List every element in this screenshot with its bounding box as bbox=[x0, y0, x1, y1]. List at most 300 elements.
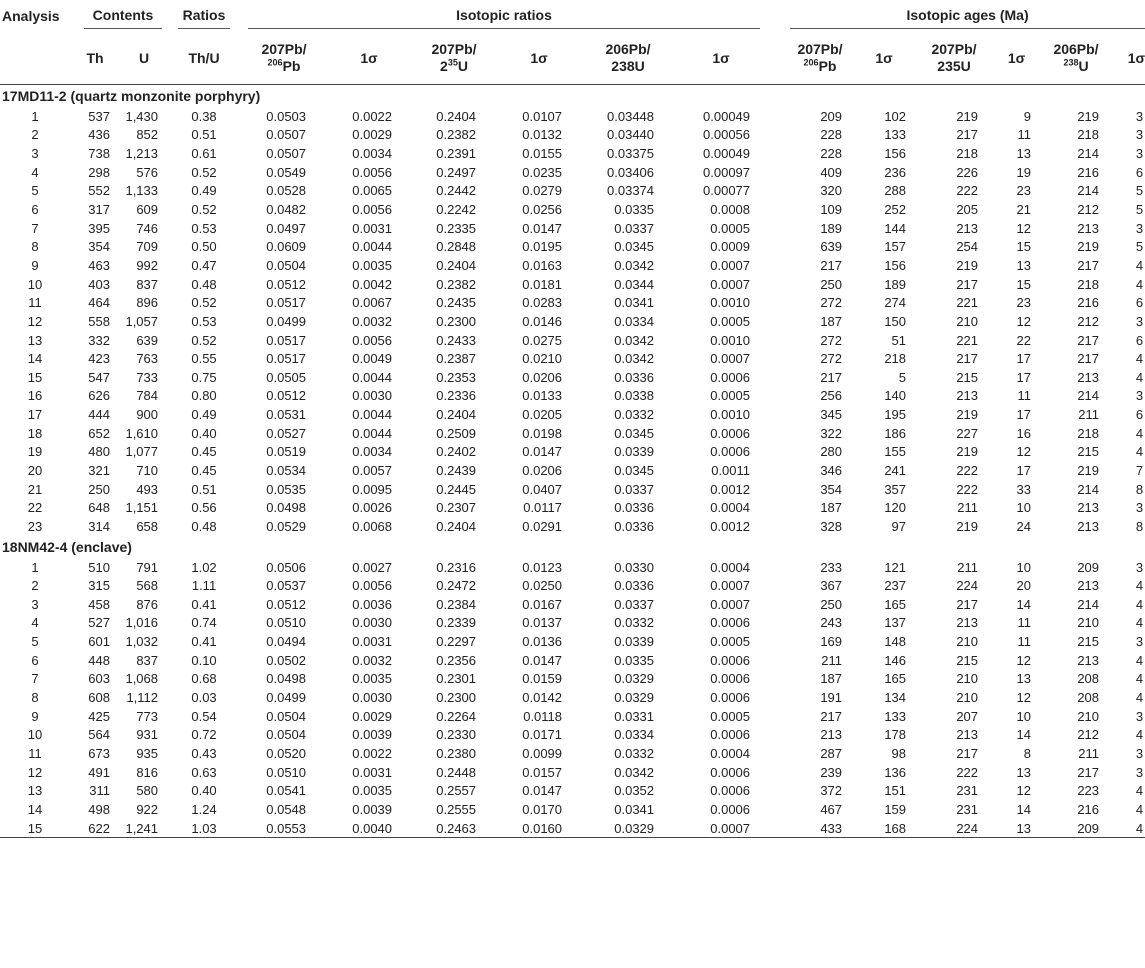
table-body bbox=[0, 85, 1145, 838]
table-cell: 0.2497 bbox=[436, 164, 477, 180]
table-cell: 156 bbox=[884, 146, 907, 162]
table-cell: 0.2307 bbox=[436, 500, 477, 516]
table-cell: 568 bbox=[136, 578, 159, 594]
table-cell: 0.49 bbox=[191, 183, 217, 199]
table-cell: 784 bbox=[136, 388, 159, 404]
table-cell: 0.49 bbox=[191, 407, 217, 423]
table-cell: 134 bbox=[884, 690, 907, 706]
table-cell: 0.0535 bbox=[266, 481, 307, 497]
table-cell: 552 bbox=[88, 183, 110, 199]
table-row bbox=[0, 293, 1145, 312]
th-header: Th bbox=[70, 32, 120, 85]
table-cell: 239 bbox=[820, 764, 843, 780]
table-cell: 0.0067 bbox=[352, 295, 393, 311]
table-cell: 212 bbox=[1077, 727, 1100, 743]
table-cell: 0.52 bbox=[191, 332, 217, 348]
table-cell: 0.0330 bbox=[614, 559, 655, 575]
table-cell: 935 bbox=[136, 745, 159, 761]
table-cell: 0.0512 bbox=[266, 276, 307, 292]
table-cell: 0.50 bbox=[191, 239, 217, 255]
table-cell: 205 bbox=[956, 202, 979, 218]
table-cell: 120 bbox=[884, 500, 907, 516]
table-row bbox=[0, 368, 1145, 387]
table-cell: 558 bbox=[88, 313, 110, 329]
table-cell: 0.0031 bbox=[352, 220, 393, 236]
table-cell: 16 bbox=[1016, 425, 1032, 441]
table-cell: 0.2445 bbox=[436, 481, 477, 497]
table-cell: 0.0056 bbox=[352, 164, 393, 180]
table-cell: 896 bbox=[136, 295, 159, 311]
table-cell: 922 bbox=[136, 801, 159, 817]
table-cell: 4 bbox=[31, 164, 39, 180]
ratio-207-206-header: 207Pb/ $^{206}$Pb bbox=[240, 32, 328, 85]
table-cell: 0.0029 bbox=[352, 708, 393, 724]
table-cell: 211 bbox=[957, 500, 979, 516]
table-cell: 0.10 bbox=[191, 652, 217, 668]
table-cell: 11 bbox=[1017, 388, 1032, 404]
table-cell: 0.0341 bbox=[614, 801, 655, 817]
table-cell: 0.41 bbox=[191, 596, 217, 612]
table-cell: 0.0291 bbox=[522, 518, 563, 534]
table-cell: 328 bbox=[820, 518, 843, 534]
table-cell: 214 bbox=[1077, 596, 1100, 612]
table-cell: 463 bbox=[88, 257, 110, 273]
table-row bbox=[0, 819, 1145, 838]
table-cell: 0.0331 bbox=[614, 708, 655, 724]
table-cell: 0.0068 bbox=[352, 518, 393, 534]
table-cell: 215 bbox=[1077, 634, 1100, 650]
table-cell: 4 bbox=[1135, 727, 1144, 743]
table-cell: 0.0160 bbox=[498, 819, 580, 838]
table-cell: 287 bbox=[820, 745, 843, 761]
table-cell: 0.2404 bbox=[436, 518, 477, 534]
table-cell: 0.2300 bbox=[436, 313, 477, 329]
table-cell: 3 bbox=[1135, 313, 1144, 329]
table-cell: 0.0057 bbox=[352, 462, 393, 478]
table-cell: 0.00097 bbox=[703, 164, 751, 180]
table-cell: 0.0011 bbox=[711, 462, 751, 478]
table-cell: 0.63 bbox=[191, 764, 217, 780]
table-cell: 0.03406 bbox=[607, 164, 655, 180]
table-cell: 187 bbox=[820, 313, 843, 329]
table-cell: 852 bbox=[136, 127, 159, 143]
table-cell: 0.0007 bbox=[710, 276, 751, 292]
table-cell: 216 bbox=[1077, 164, 1100, 180]
table-cell: 0.0198 bbox=[522, 425, 563, 441]
table-cell: 0.0206 bbox=[522, 369, 563, 385]
table-cell: 156 bbox=[884, 257, 907, 273]
table-cell: 13 bbox=[1016, 671, 1032, 687]
age-207-206-header: 207Pb/ $^{206}$Pb bbox=[766, 32, 854, 85]
table-cell: 0.0006 bbox=[710, 369, 751, 385]
table-cell: 209 bbox=[1077, 559, 1100, 575]
table-cell: 4 bbox=[1135, 671, 1144, 687]
table-row bbox=[0, 651, 1145, 670]
table-cell: 288 bbox=[884, 183, 907, 199]
table-cell: 0.0517 bbox=[266, 332, 307, 348]
table-cell: 1,016 bbox=[125, 615, 159, 631]
table-cell: 13 bbox=[994, 819, 1039, 838]
table-cell: 13 bbox=[1016, 764, 1032, 780]
table-cell: 252 bbox=[884, 202, 907, 218]
table-cell: 16 bbox=[27, 388, 43, 404]
header-row-columns bbox=[0, 32, 1145, 85]
table-cell: 250 bbox=[820, 596, 843, 612]
table-cell: 658 bbox=[136, 518, 159, 534]
table-cell: 0.55 bbox=[191, 351, 217, 367]
table-cell: 231 bbox=[956, 783, 979, 799]
table-cell: 280 bbox=[820, 444, 843, 460]
table-cell: 20 bbox=[27, 462, 43, 478]
table-row bbox=[0, 688, 1145, 707]
table-cell: 159 bbox=[884, 801, 907, 817]
table-cell: 1,057 bbox=[125, 313, 159, 329]
table-cell: 0.0334 bbox=[614, 727, 655, 743]
table-cell: 0.0118 bbox=[523, 708, 563, 724]
table-cell: 0.0505 bbox=[266, 369, 307, 385]
table-cell: 0.2433 bbox=[436, 332, 477, 348]
table-cell: 0.0537 bbox=[266, 578, 307, 594]
table-cell: 354 bbox=[820, 481, 843, 497]
table-cell: 0.51 bbox=[191, 127, 217, 143]
table-cell: 1.24 bbox=[191, 801, 217, 817]
table-row bbox=[0, 182, 1145, 201]
table-cell: 12 bbox=[1016, 690, 1032, 706]
table-cell: 639 bbox=[136, 332, 159, 348]
table-cell: 0.45 bbox=[191, 462, 217, 478]
table-cell: 121 bbox=[884, 559, 907, 575]
table-cell: 109 bbox=[820, 202, 843, 218]
table-cell: 219 bbox=[956, 407, 979, 423]
table-cell: 4 bbox=[1135, 690, 1144, 706]
table-cell: 0.2555 bbox=[436, 801, 477, 817]
table-cell: 464 bbox=[88, 295, 110, 311]
table-cell: 0.0006 bbox=[710, 801, 751, 817]
table-cell: 0.0147 bbox=[522, 220, 563, 236]
isotopic-ages-group-header: Isotopic ages (Ma) bbox=[766, 0, 1145, 32]
table-cell: 609 bbox=[136, 202, 159, 218]
table-cell: 0.48 bbox=[191, 518, 217, 534]
table-cell: 0.0344 bbox=[614, 276, 655, 292]
table-cell: 0.52 bbox=[191, 202, 217, 218]
table-cell: 226 bbox=[956, 164, 979, 180]
ratio-207-235-sigma-header: 1σ bbox=[498, 32, 580, 85]
table-cell: 0.0338 bbox=[614, 388, 655, 404]
table-cell: 0.2316 bbox=[436, 559, 477, 575]
table-cell: 298 bbox=[88, 164, 110, 180]
table-cell: 0.03448 bbox=[607, 108, 655, 124]
table-cell: 97 bbox=[891, 518, 907, 534]
table-cell: 186 bbox=[884, 425, 907, 441]
table-cell: 0.2301 bbox=[436, 671, 477, 687]
table-cell: 5 bbox=[1135, 239, 1144, 255]
table-cell: 5 bbox=[31, 183, 39, 199]
table-cell: 23 bbox=[27, 518, 43, 534]
table-cell: 0.0541 bbox=[266, 783, 307, 799]
table-cell: 231 bbox=[956, 801, 979, 817]
table-row bbox=[0, 405, 1145, 424]
table-cell: 8 bbox=[1135, 518, 1144, 534]
table-cell: 11 bbox=[1017, 634, 1032, 650]
table-cell: 0.40 bbox=[191, 425, 217, 441]
table-cell: 433 bbox=[766, 819, 854, 838]
table-cell: 211 bbox=[821, 652, 843, 668]
table-cell: 0.0504 bbox=[266, 708, 307, 724]
table-cell: 14 bbox=[27, 351, 43, 367]
table-cell: 19 bbox=[27, 444, 43, 460]
table-cell: 18 bbox=[27, 425, 43, 441]
table-cell: 0.0010 bbox=[710, 295, 751, 311]
table-cell: 0.0503 bbox=[266, 108, 307, 124]
table-cell: 218 bbox=[1077, 425, 1100, 441]
table-cell: 0.2382 bbox=[436, 127, 477, 143]
table-cell: 0.2404 bbox=[436, 257, 477, 273]
table-cell: 0.0147 bbox=[522, 444, 563, 460]
table-cell: 9 bbox=[31, 257, 39, 273]
table-cell: 0.0012 bbox=[710, 518, 751, 534]
table-cell: 322 bbox=[820, 425, 843, 441]
table-cell: 209 bbox=[1039, 819, 1113, 838]
table-cell: 212 bbox=[1077, 313, 1100, 329]
table-cell: 0.0499 bbox=[266, 690, 307, 706]
table-cell: 0.2264 bbox=[436, 708, 477, 724]
table-cell: 213 bbox=[956, 220, 979, 236]
table-cell: 211 bbox=[1078, 745, 1100, 761]
table-cell: 22 bbox=[1016, 332, 1032, 348]
table-cell: 0.0181 bbox=[522, 276, 563, 292]
table-cell: 0.0006 bbox=[710, 764, 751, 780]
table-cell: 0.0056 bbox=[352, 578, 393, 594]
table-cell: 0.0275 bbox=[522, 332, 563, 348]
table-cell: 763 bbox=[136, 351, 159, 367]
table-cell: 0.45 bbox=[191, 444, 217, 460]
table-cell: 14 bbox=[1016, 727, 1032, 743]
table-cell: 652 bbox=[88, 425, 110, 441]
table-cell: 215 bbox=[1077, 444, 1100, 460]
table-cell: 0.0494 bbox=[266, 634, 307, 650]
table-cell: 17 bbox=[27, 407, 43, 423]
table-cell: 608 bbox=[88, 690, 110, 706]
table-row bbox=[0, 480, 1145, 499]
table-cell: 931 bbox=[136, 727, 159, 743]
table-cell: 0.0329 bbox=[614, 690, 655, 706]
table-cell: 217 bbox=[820, 257, 843, 273]
table-cell: 0.0022 bbox=[352, 108, 393, 124]
table-cell: 0.0004 bbox=[710, 559, 751, 575]
table-cell: 0.0044 bbox=[352, 239, 393, 255]
table-cell: 4 bbox=[1135, 783, 1144, 799]
table-cell: 0.0029 bbox=[352, 127, 393, 143]
table-cell: 0.0498 bbox=[266, 500, 307, 516]
table-cell: 51 bbox=[891, 332, 907, 348]
table-cell: 0.40 bbox=[191, 783, 217, 799]
table-cell: 0.0010 bbox=[710, 407, 751, 423]
table-row bbox=[0, 237, 1145, 256]
table-cell: 210 bbox=[956, 671, 979, 687]
table-cell: 222 bbox=[956, 462, 979, 478]
table-cell: 403 bbox=[88, 276, 110, 292]
table-cell: 0.2509 bbox=[436, 425, 477, 441]
table-cell: 0.52 bbox=[191, 295, 217, 311]
table-cell: 0.0334 bbox=[614, 313, 655, 329]
table-cell: 0.0506 bbox=[266, 559, 307, 575]
table-cell: 168 bbox=[854, 819, 914, 838]
table-row bbox=[0, 461, 1145, 480]
table-cell: 1,430 bbox=[125, 108, 159, 124]
table-cell: 224 bbox=[914, 819, 994, 838]
table-cell: 236 bbox=[884, 164, 907, 180]
table-cell: 603 bbox=[88, 671, 110, 687]
table-cell: 210 bbox=[1077, 708, 1100, 724]
table-cell: 0.2848 bbox=[436, 239, 477, 255]
table-cell: 14 bbox=[1016, 596, 1032, 612]
table-cell: 0.0517 bbox=[266, 351, 307, 367]
table-cell: 0.0337 bbox=[614, 220, 655, 236]
table-row bbox=[0, 331, 1145, 350]
table-row bbox=[0, 443, 1145, 462]
table-cell: 0.2356 bbox=[436, 652, 477, 668]
table-cell: 0.0337 bbox=[614, 481, 655, 497]
table-cell: 0.0065 bbox=[352, 183, 393, 199]
table-cell: 213 bbox=[1077, 518, 1100, 534]
table-cell: 0.0528 bbox=[266, 183, 307, 199]
table-cell: 218 bbox=[1077, 276, 1100, 292]
table-cell: 0.72 bbox=[191, 727, 217, 743]
table-cell: 0.0499 bbox=[266, 313, 307, 329]
table-cell: 0.0030 bbox=[352, 388, 393, 404]
thu-header: Th/U bbox=[168, 32, 240, 85]
table-cell: 0.0004 bbox=[710, 745, 751, 761]
table-cell: 0.0512 bbox=[266, 388, 307, 404]
table-cell: 241 bbox=[884, 462, 907, 478]
table-cell: 0.47 bbox=[191, 257, 217, 273]
table-cell: 133 bbox=[884, 127, 907, 143]
table-cell: 0.0341 bbox=[614, 295, 655, 311]
table-cell: 10 bbox=[27, 727, 43, 743]
table-cell: 0.48 bbox=[191, 276, 217, 292]
table-cell: 140 bbox=[884, 388, 907, 404]
table-row bbox=[0, 800, 1145, 819]
table-cell: 10 bbox=[1016, 708, 1032, 724]
table-cell: 207 bbox=[956, 708, 979, 724]
table-cell: 0.2353 bbox=[436, 369, 477, 385]
table-cell: 0.0137 bbox=[522, 615, 563, 631]
table-cell: 3 bbox=[1135, 708, 1144, 724]
table-cell: 0.0332 bbox=[614, 745, 655, 761]
table-cell: 0.0329 bbox=[614, 671, 655, 687]
table-cell: 547 bbox=[88, 369, 110, 385]
table-cell: 0.0005 bbox=[710, 220, 751, 236]
table-cell: 165 bbox=[884, 596, 907, 612]
table-cell: 250 bbox=[88, 481, 110, 497]
table-cell: 12 bbox=[1016, 444, 1032, 460]
table-cell: 12 bbox=[1016, 313, 1032, 329]
table-cell: 0.0407 bbox=[522, 481, 563, 497]
table-cell: 0.0035 bbox=[352, 783, 393, 799]
table-cell: 6 bbox=[1135, 332, 1144, 348]
table-row bbox=[0, 498, 1145, 517]
table-cell: 272 bbox=[820, 332, 843, 348]
table-cell: 0.52 bbox=[191, 164, 217, 180]
table-cell: 8 bbox=[31, 239, 39, 255]
table-cell: 1.02 bbox=[191, 559, 217, 575]
table-row bbox=[0, 517, 1145, 536]
table-cell: 169 bbox=[820, 634, 843, 650]
table-cell: 0.54 bbox=[191, 708, 217, 724]
table-cell: 0.0117 bbox=[523, 500, 563, 516]
table-cell: 900 bbox=[136, 407, 159, 423]
table-cell: 4 bbox=[1135, 369, 1144, 385]
section-title: 17MD11-2 (quartz monzonite porphyry) bbox=[2, 88, 261, 104]
table-cell: 256 bbox=[820, 388, 843, 404]
table-cell: 3 bbox=[1135, 764, 1144, 780]
table-cell: 11 bbox=[28, 745, 42, 761]
table-cell: 0.0142 bbox=[522, 690, 563, 706]
table-cell: 214 bbox=[1077, 146, 1100, 162]
table-cell: 3 bbox=[1135, 146, 1144, 162]
table-cell: 17 bbox=[1016, 407, 1032, 423]
table-cell: 0.53 bbox=[191, 313, 217, 329]
table-cell: 372 bbox=[820, 783, 843, 799]
table-cell: 0.2382 bbox=[436, 276, 477, 292]
table-row bbox=[0, 107, 1145, 126]
table-cell: 0.0336 bbox=[614, 500, 655, 516]
table-cell: 8 bbox=[1023, 745, 1032, 761]
table-cell: 0.0049 bbox=[352, 351, 393, 367]
table-cell: 315 bbox=[88, 578, 110, 594]
table-cell: 1 bbox=[31, 108, 39, 124]
table-row bbox=[0, 424, 1145, 443]
table-cell: 155 bbox=[884, 444, 907, 460]
table-cell: 527 bbox=[88, 615, 110, 631]
table-cell: 0.41 bbox=[191, 634, 217, 650]
table-cell: 0.0155 bbox=[522, 146, 563, 162]
table-cell: 0.0123 bbox=[522, 559, 563, 575]
table-cell: 217 bbox=[820, 708, 843, 724]
table-cell: 332 bbox=[88, 332, 110, 348]
table-cell: 208 bbox=[1077, 690, 1100, 706]
table-cell: 4 bbox=[1135, 351, 1144, 367]
table-cell: 0.0504 bbox=[266, 727, 307, 743]
table-cell: 1,068 bbox=[125, 671, 159, 687]
table-cell: 564 bbox=[88, 727, 110, 743]
table-cell: 0.51 bbox=[191, 481, 217, 497]
table-cell: 227 bbox=[956, 425, 979, 441]
table-cell: 219 bbox=[956, 444, 979, 460]
table-cell: 673 bbox=[88, 745, 110, 761]
table-cell: 211 bbox=[957, 559, 979, 575]
table-cell: 1,241 bbox=[120, 819, 168, 838]
table-cell: 0.0235 bbox=[522, 164, 563, 180]
table-cell: 0.0336 bbox=[614, 578, 655, 594]
table-cell: 0.0034 bbox=[352, 444, 393, 460]
table-row bbox=[0, 632, 1145, 651]
table-cell: 136 bbox=[884, 764, 907, 780]
age-207-235-header: 207Pb/ 235U bbox=[914, 32, 994, 85]
table-cell: 3 bbox=[1135, 559, 1144, 575]
table-cell: 0.0030 bbox=[352, 690, 393, 706]
table-cell: 24 bbox=[1016, 518, 1032, 534]
table-cell: 510 bbox=[88, 559, 110, 575]
table-cell: 0.61 bbox=[191, 146, 217, 162]
table-cell: 23 bbox=[1016, 295, 1032, 311]
table-cell: 213 bbox=[1077, 578, 1100, 594]
table-cell: 0.0195 bbox=[522, 239, 563, 255]
table-cell: 0.0206 bbox=[522, 462, 563, 478]
table-cell: 0.0534 bbox=[266, 462, 307, 478]
table-cell: 217 bbox=[956, 276, 979, 292]
table-cell: 0.2435 bbox=[436, 295, 477, 311]
